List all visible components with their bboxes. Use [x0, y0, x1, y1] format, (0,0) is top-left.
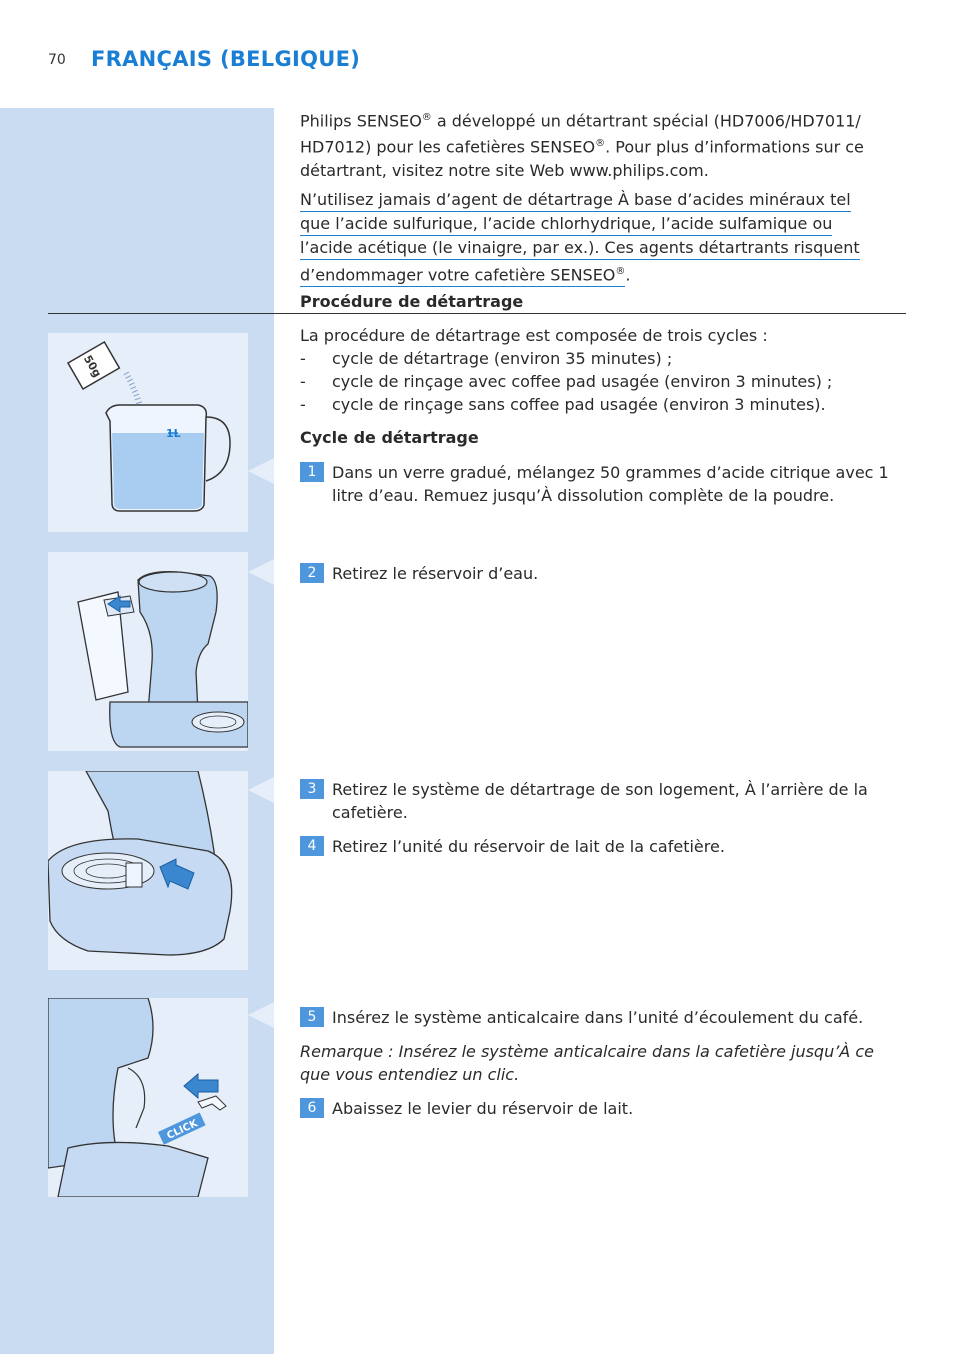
warning-paragraph: N’utilisez jamais d’agent de détartrage À base d’acides minéraux tel que l’acide sulfurique, l’acide chlorhydrique, l’acide sulfamique ou l’acide acétique (le vinaigre, par ex.). Ces agents détartrants risquent d’endommager votre cafetière SENSEO®. [300, 188, 880, 287]
step-3: 3 Retirez le système de détartrage de son logement, À l’arrière de la cafetière. [300, 778, 890, 824]
descaling-heading: Cycle de détartrage [300, 428, 479, 447]
step-1: 1 Dans un verre gradué, mélangez 50 grammes d’acide citrique avec 1 litre d’eau. Remuez jusqu’À dissolution complète de la poudre. [300, 461, 890, 507]
step-number: 2 [300, 563, 324, 583]
step-6: 6 Abaissez le levier du réservoir de lait. [300, 1097, 890, 1120]
callout-pointer [248, 777, 274, 803]
page-title: FRANÇAIS (BELGIQUE) [91, 47, 361, 71]
callout-pointer [248, 458, 274, 484]
illustration-remove-descaling-system [48, 771, 248, 970]
list-item: - cycle de rinçage sans coffee pad usagée (environ 3 minutes). [300, 395, 826, 414]
step-2: 2 Retirez le réservoir d’eau. [300, 562, 890, 585]
illustration-remove-water-tank [48, 552, 248, 751]
note: Remarque : Insérez le système anticalcaire dans la cafetière jusqu’À ce que vous entendiez un clic. [300, 1042, 874, 1084]
page-number: 70 [48, 52, 66, 68]
step-4: 4 Retirez l’unité du réservoir de lait de la cafetière. [300, 835, 890, 858]
procedure-heading: Procédure de détartrage [300, 292, 524, 311]
section-divider [48, 313, 906, 314]
list-item: - cycle de détartrage (environ 35 minutes) ; [300, 349, 673, 368]
intro-paragraph: Philips SENSEO® a développé un détartrant spécial (HD7006/HD7011/ HD7012) pour les cafetières SENSEO®. Pour plus d’informations sur ce détartrant, visitez notre site Web www.philips.com. [300, 111, 864, 180]
step-5: 5 Insérez le système anticalcaire dans l’unité d’écoulement du café. [300, 1006, 890, 1029]
step-number: 4 [300, 836, 324, 856]
callout-pointer [248, 559, 274, 585]
callout-pointer [248, 1002, 274, 1028]
step-number: 3 [300, 779, 324, 799]
illustration-insert-descaling-system [48, 998, 248, 1197]
step-number: 6 [300, 1098, 324, 1118]
illustration-measuring-jug [48, 333, 248, 532]
list-item: - cycle de rinçage avec coffee pad usagée (environ 3 minutes) ; [300, 372, 833, 391]
step-number: 5 [300, 1007, 324, 1027]
jug-label: 1L [166, 427, 181, 440]
click-label: CLICK [165, 1118, 200, 1142]
sachet-label: 50g [80, 352, 104, 380]
procedure-intro: La procédure de détartrage est composée de trois cycles : - cycle de détartrage (environ 35 minutes) ; - cycle de rinçage avec coffee pad usagée (environ 3 minutes) ; - cycle de rinçage sans coffee pad usagée (environ 3 minutes). [300, 324, 880, 416]
step-number: 1 [300, 462, 324, 482]
